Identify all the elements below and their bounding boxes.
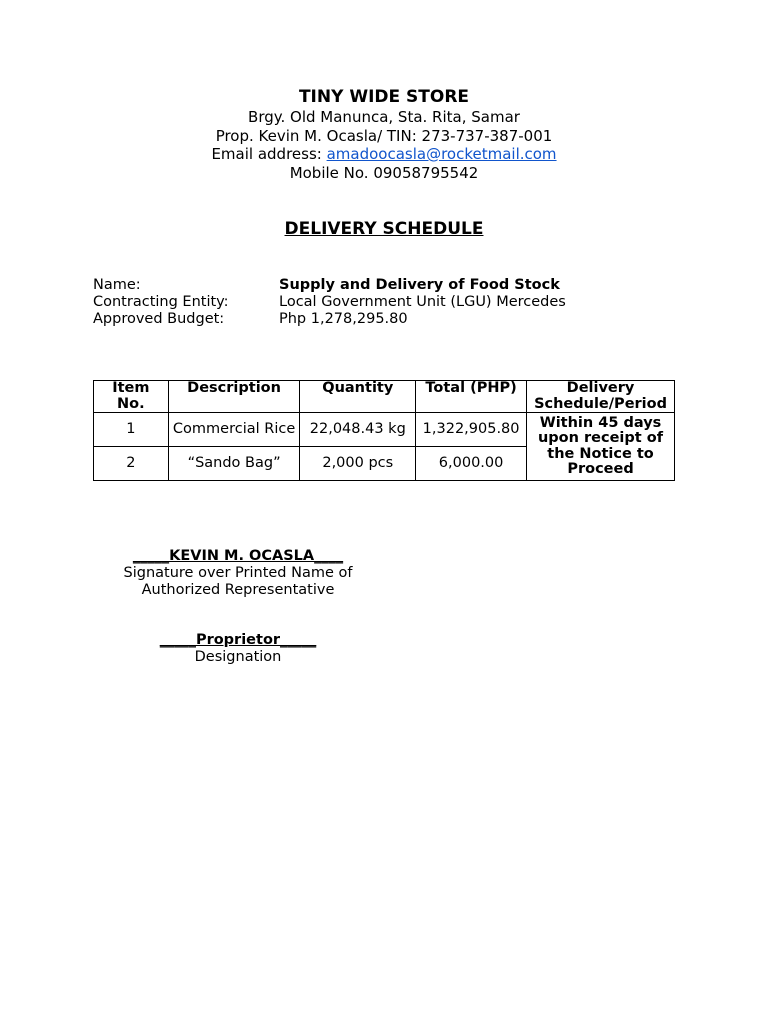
letterhead (0, 86, 768, 182)
cell-delivery-period: Within 45 days upon receipt of the Notice to Proceed (527, 413, 675, 481)
proprietor-tin: Prop. Kevin M. Ocasla/ TIN: 273-737-387-001 (215, 126, 553, 145)
document-title: DELIVERY SCHEDULE (284, 219, 484, 239)
info-label: Approved Budget: (93, 311, 225, 327)
cell-quantity: 2,000 pcs (300, 447, 416, 481)
designation-caption: Designation (194, 649, 282, 665)
cell-total: 6,000.00 (416, 447, 527, 481)
store-address: Brgy. Old Manunca, Sta. Rita, Samar (248, 108, 520, 126)
email-link[interactable]: amadoocasla@rocketmail.com (326, 145, 557, 163)
approved-budget: Php 1,278,295.80 (279, 311, 408, 327)
info-row-name (93, 277, 566, 294)
table-row (94, 413, 675, 447)
info-label: Contracting Entity: (93, 294, 229, 310)
cell-description: “Sando Bag” (168, 447, 300, 481)
table-header-row (94, 381, 675, 413)
cell-item-no: 2 (94, 447, 169, 481)
header-total: Total (PHP) (416, 381, 527, 413)
email-line (0, 145, 768, 164)
delivery-schedule-table (93, 380, 675, 481)
info-row-approved-budget (93, 311, 566, 328)
signature-caption-line-2: Authorized Representative (141, 582, 335, 598)
email-label: Email address: (211, 145, 327, 163)
header-quantity: Quantity (300, 381, 416, 413)
project-name: Supply and Delivery of Food Stock (279, 277, 560, 293)
signatory-name: _____KEVIN M. OCASLA____ (132, 548, 344, 564)
designation-value: _____Proprietor_____ (159, 632, 317, 648)
signature-caption-line-1: Signature over Printed Name of (123, 565, 353, 581)
store-name: TINY WIDE STORE (298, 87, 470, 107)
header-item-no: Item No. (94, 381, 169, 413)
info-block (93, 277, 566, 328)
cell-item-no: 1 (94, 413, 169, 447)
info-label: Name: (93, 277, 141, 293)
info-row-contracting-entity (93, 294, 566, 311)
mobile-number: Mobile No. 09058795542 (289, 163, 479, 182)
designation-block (93, 632, 383, 666)
header-delivery-period: Delivery Schedule/Period (527, 381, 675, 413)
cell-description: Commercial Rice (168, 413, 300, 447)
contracting-entity: Local Government Unit (LGU) Mercedes (279, 294, 566, 310)
cell-quantity: 22,048.43 kg (300, 413, 416, 447)
signature-block (93, 548, 383, 599)
header-description: Description (168, 381, 300, 413)
cell-total: 1,322,905.80 (416, 413, 527, 447)
